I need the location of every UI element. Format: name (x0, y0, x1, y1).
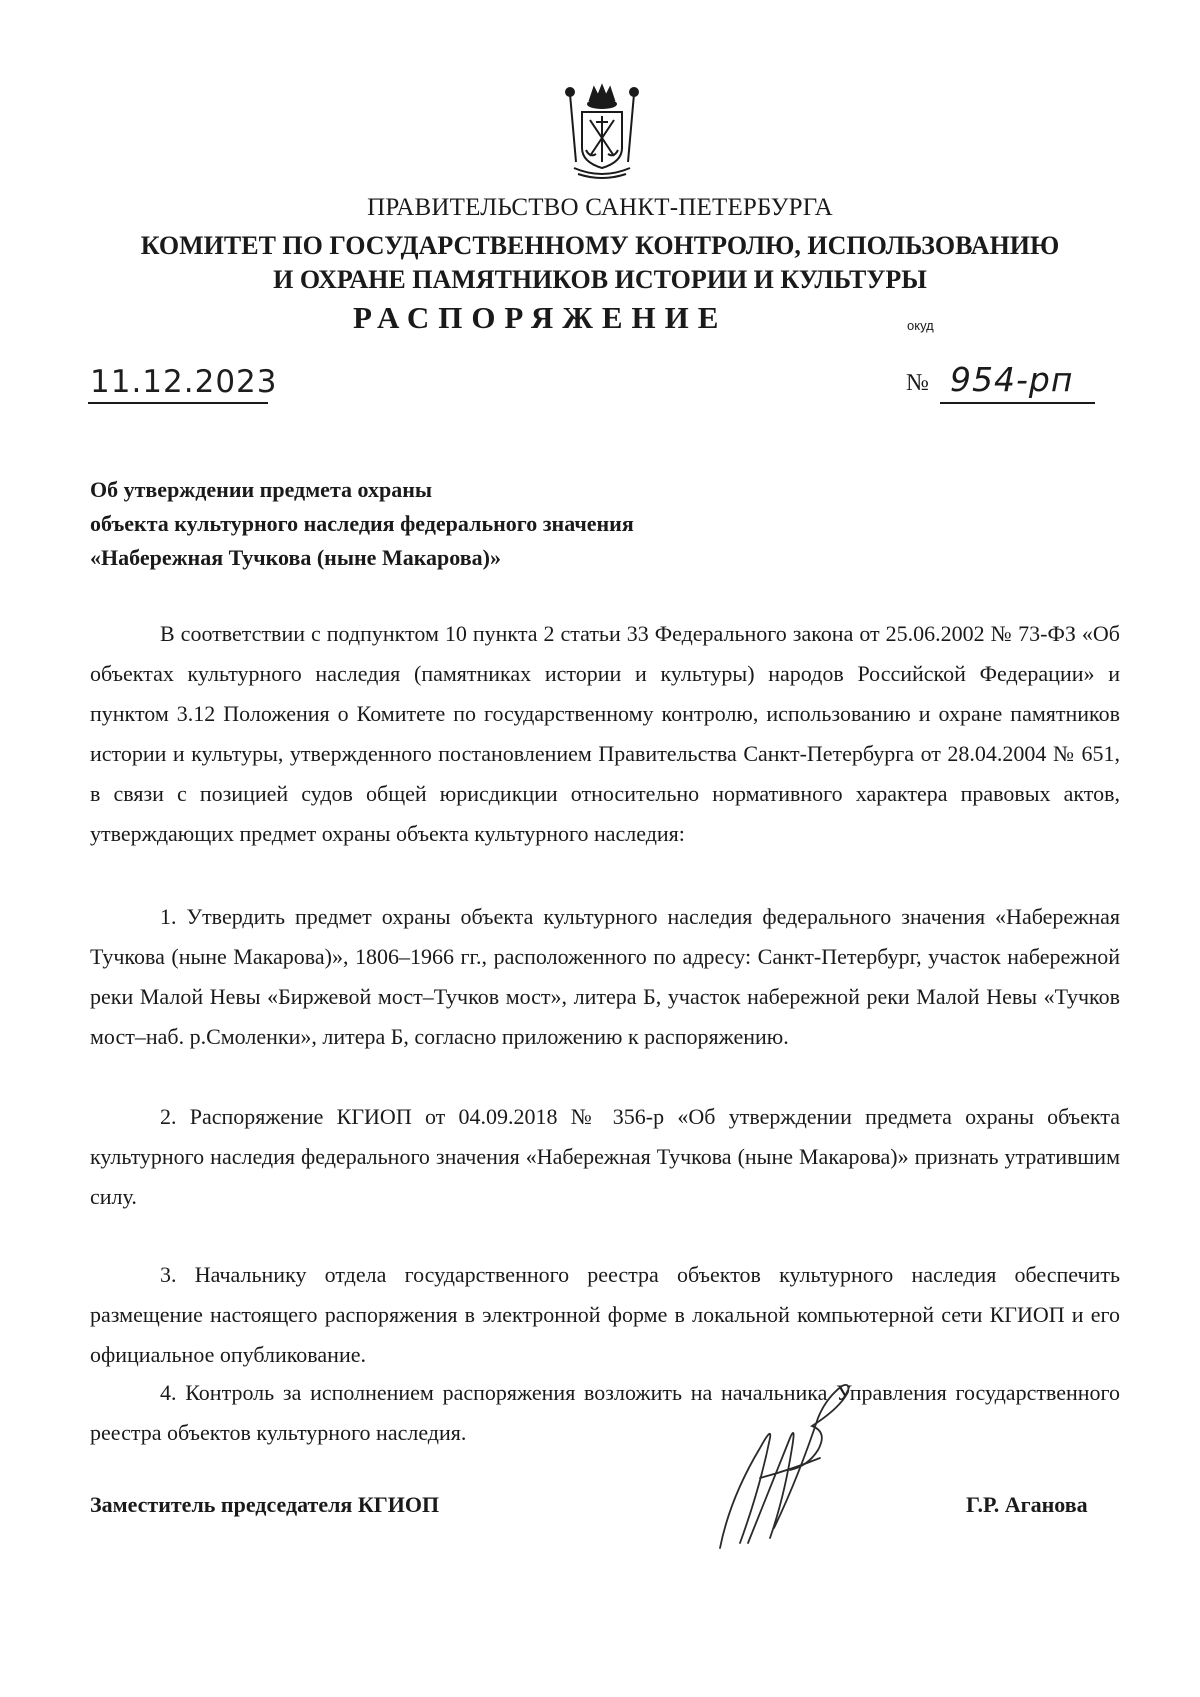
document-date: 11.12.2023 (90, 364, 278, 400)
okud-label: окуд (907, 318, 934, 333)
item-paragraph-4: 4. Контроль за исполнением распоряжения возложить на начальника Управления государственного реестра объектов культурного наследия. (90, 1380, 1120, 1445)
subject-line: объекта культурного наследия федерального значения (90, 511, 634, 536)
document-type: РАСПОРЯЖЕНИЕ (353, 300, 728, 335)
item-paragraph-1: 1. Утвердить предмет охраны объекта культурного наследия федерального значения «Набережная Тучкова (ныне Макарова)», 1806–1966 гг., расположенного по адресу: Санкт-Петербург, участок набережной реки Малой Невы «Биржевой мост–Тучков мост», литера Б, участок набережной реки Малой Невы «Тучков мост–наб. р.Смоленки», литера Б, согласно приложению к распоряжению. (90, 904, 1120, 1049)
signer-name: Г.Р. Аганова (966, 1492, 1088, 1517)
number-label: № (906, 370, 929, 396)
signature-icon (700, 1378, 870, 1568)
document-number: 954-рп (950, 360, 1074, 399)
subject-line: Об утверждении предмета охраны (90, 477, 433, 502)
committee-name-line2: И ОХРАНЕ ПАМЯТНИКОВ ИСТОРИИ И КУЛЬТУРЫ (273, 265, 927, 294)
date-underline (88, 402, 268, 404)
preamble-paragraph: В соответствии с подпунктом 10 пункта 2 статьи 33 Федерального закона от 25.06.2002 № 73-ФЗ «Об объектах культурного наследия (памятниках истории и культуры) народов Российской Федерации» и пунктом 3.12 Положения о Комитете по государственному контролю, использованию и охране памятников истории и культуры, утвержденного постановлением Правительства Санкт-Петербурга от 28.04.2004 № 651, в связи с позицией судов общей юрисдикции относительно нормативного характера правовых актов, утверждающих предмет охраны объекта культурного наследия: (90, 621, 1120, 846)
coat-of-arms-icon (560, 82, 644, 182)
committee-name-line1: КОМИТЕТ ПО ГОСУДАРСТВЕННОМУ КОНТРОЛЮ, ИСПОЛЬЗОВАНИЮ (140, 231, 1060, 260)
item-paragraph-3: 3. Начальнику отдела государственного реестра объектов культурного наследия обеспечить размещение настоящего распоряжения в электронной форме в локальной компьютерной сети КГИОП и его официальное опубликование. (90, 1262, 1120, 1367)
signer-title: Заместитель председателя КГИОП (90, 1492, 440, 1517)
number-underline (940, 402, 1095, 404)
item-paragraph-2: 2. Распоряжение КГИОП от 04.09.2018 № 356-р «Об утверждении предмета охраны объекта культурного наследия федерального значения «Набережная Тучкова (ныне Макарова)» признать утратившим силу. (90, 1104, 1120, 1209)
government-name: ПРАВИТЕЛЬСТВО САНКТ-ПЕТЕРБУРГА (367, 194, 833, 221)
subject-line: «Набережная Тучкова (ныне Макарова)» (90, 545, 501, 570)
